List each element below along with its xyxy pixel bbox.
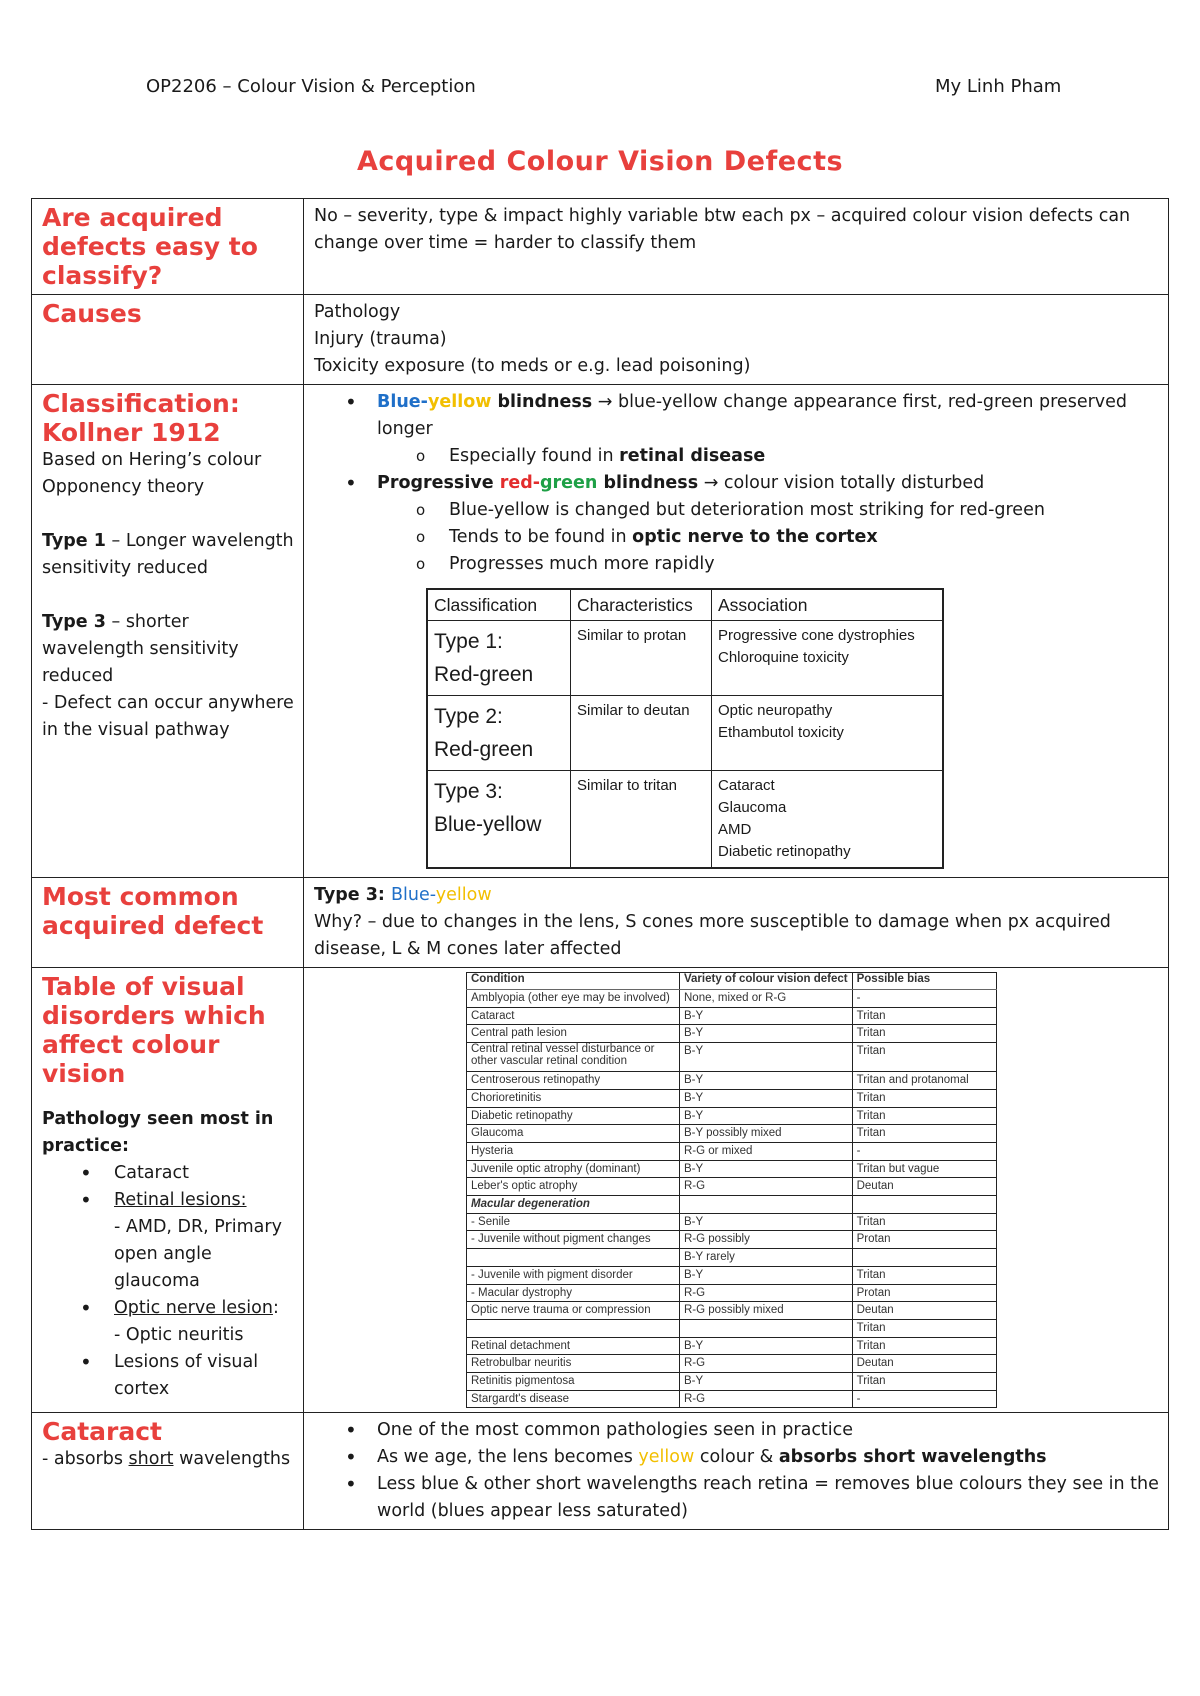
disorder-row: [467, 1302, 997, 1320]
pathology-item: • Optic nerve lesion: - Optic neuritis: [114, 1295, 295, 1349]
row-heading: Table of visual disorders which affect colour vision: [42, 972, 266, 1088]
disorder-cell: Centroserous retinopathy: [467, 1072, 680, 1090]
disorder-cell: B-Y: [680, 1213, 853, 1231]
disorder-row: [467, 1231, 997, 1249]
disorder-cell: Tritan: [852, 1373, 996, 1391]
row-classification: [32, 385, 1169, 878]
disorder-cell: Tritan: [852, 1043, 996, 1072]
disorder-cell: [852, 1196, 996, 1214]
row-causes: [32, 295, 1169, 385]
disorder-row: [467, 1107, 997, 1125]
row-heading: Causes: [42, 299, 142, 328]
disorder-cell: -: [852, 1142, 996, 1160]
disorder-cell: B-Y: [680, 1373, 853, 1391]
disorder-cell: Central retinal vessel disturbance or other vascular retinal condition: [467, 1043, 680, 1072]
disorder-row: [467, 1043, 997, 1072]
disorder-cell: Tritan: [852, 1089, 996, 1107]
cataract-note: - absorbs short wavelengths: [42, 1449, 291, 1470]
disorder-cell: None, mixed or R-G: [680, 990, 853, 1008]
disorder-cell: Tritan but vague: [852, 1160, 996, 1178]
disorder-cell: B-Y: [680, 1025, 853, 1043]
row-heading: Most common acquired defect: [42, 882, 264, 940]
disorder-cell: B-Y: [680, 1107, 853, 1125]
disorder-row: [467, 1178, 997, 1196]
disorder-row: [467, 1337, 997, 1355]
disorder-cell: R-G possibly mixed: [680, 1302, 853, 1320]
type3-note: Type 3 – shorter wavelength sensitivity reduced: [42, 612, 239, 686]
author-header: My Linh Pham: [935, 76, 1062, 97]
disorder-cell: [680, 1319, 853, 1337]
progressive-sub: o Tends to be found in optic nerve to the cortex: [449, 524, 1160, 551]
disorder-cell: Tritan and protanomal: [852, 1072, 996, 1090]
row-visual-disorders: [32, 968, 1169, 1413]
disorder-cell: [467, 1319, 680, 1337]
row-heading: Classification: Kollner 1912: [42, 389, 240, 447]
disorder-cell: Stargardt's disease: [467, 1390, 680, 1408]
cause-item: Toxicity exposure (to meds or e.g. lead poisoning): [314, 356, 751, 376]
kollner-header: Classification: [427, 589, 571, 621]
disorder-cell: - Senile: [467, 1213, 680, 1231]
disorder-cell: [467, 1249, 680, 1267]
kollner-row: Type 2: Red-green Similar to deutan Optic neuropathy Ethambutol toxicity: [427, 696, 943, 771]
disorder-row: [467, 1249, 997, 1267]
hering-note: Based on Hering’s colour Opponency theory: [42, 450, 262, 497]
disorder-cell: B-Y: [680, 1160, 853, 1178]
progressive-sub: o Blue-yellow is changed but deterioration most striking for red-green: [449, 497, 1160, 524]
row-most-common: [32, 878, 1169, 968]
disorder-cell: R-G possibly: [680, 1231, 853, 1249]
disorder-cell: R-G or mixed: [680, 1142, 853, 1160]
kollner-table: [426, 588, 944, 869]
disorders-header: Possible bias: [852, 973, 996, 990]
disorder-cell: Hysteria: [467, 1142, 680, 1160]
type1-note: Type 1 – Longer wavelength sensitivity reduced: [42, 531, 294, 578]
pathology-title: Pathology seen most in practice:: [42, 1109, 274, 1156]
disorder-row: [467, 1025, 997, 1043]
kollner-header: Characteristics: [571, 589, 712, 621]
disorder-row: [467, 1196, 997, 1214]
row-heading: Cataract: [42, 1417, 163, 1447]
disorder-cell: Protan: [852, 1284, 996, 1302]
disorder-cell: Diabetic retinopathy: [467, 1107, 680, 1125]
disorder-cell: - Macular dystrophy: [467, 1284, 680, 1302]
row-text: No – severity, type & impact highly variable btw each px – acquired colour vision defects can change over time = harder to classify them: [314, 206, 1131, 253]
disorder-cell: Tritan: [852, 1337, 996, 1355]
disorder-row: [467, 1160, 997, 1178]
disorder-cell: Optic nerve trauma or compression: [467, 1302, 680, 1320]
disorder-cell: Amblyopia (other eye may be involved): [467, 990, 680, 1008]
pathology-item: • Retinal lesions: - AMD, DR, Primary open angle glaucoma: [114, 1187, 295, 1295]
disorder-row: [467, 1284, 997, 1302]
disorder-cell: Tritan: [852, 1319, 996, 1337]
disorder-cell: Chorioretinitis: [467, 1089, 680, 1107]
disorder-cell: B-Y possibly mixed: [680, 1125, 853, 1143]
disorder-row: [467, 1089, 997, 1107]
disorder-cell: Tritan: [852, 1213, 996, 1231]
disorder-cell: - Juvenile with pigment disorder: [467, 1266, 680, 1284]
defect-note: - Defect can occur anywhere in the visual pathway: [42, 693, 294, 740]
cause-item: Injury (trauma): [314, 329, 447, 349]
disorder-cell: Retrobulbar neuritis: [467, 1355, 680, 1373]
disorder-cell: B-Y: [680, 1266, 853, 1284]
disorder-row: [467, 1142, 997, 1160]
row-cataract: [32, 1413, 1169, 1530]
most-common-why: Why? – due to changes in the lens, S cones more susceptible to damage when px acquired disease, L & M cones later affected: [314, 912, 1111, 959]
disorder-cell: Tritan: [852, 1125, 996, 1143]
disorder-cell: Tritan: [852, 1007, 996, 1025]
disorder-row: [467, 990, 997, 1008]
disorders-header: Condition: [467, 973, 680, 990]
disorder-cell: R-G: [680, 1390, 853, 1408]
disorder-cell: Deutan: [852, 1302, 996, 1320]
blue-yellow-sub: o Especially found in retinal disease: [449, 443, 1160, 470]
progressive-bullet: • Progressive red-green blindness → colour vision totally disturbed o Blue-yellow is changed but deterioration most striking for red-green o Tends to be found in optic nerve to the cortex o Progresses much more rapidly: [377, 470, 1160, 578]
kollner-header: Association: [712, 589, 944, 621]
cataract-bullet: • One of the most common pathologies seen in practice: [377, 1417, 1160, 1444]
disorder-cell: Tritan: [852, 1107, 996, 1125]
disorder-cell: R-G: [680, 1178, 853, 1196]
row-heading: Are acquired defects easy to classify?: [42, 203, 258, 290]
row-easy: [32, 199, 1169, 295]
disorder-row: [467, 1373, 997, 1391]
disorder-cell: B-Y: [680, 1337, 853, 1355]
notes-table: [31, 198, 1169, 1530]
kollner-row: Type 3: Blue-yellow Similar to tritan Cataract Glaucoma AMD Diabetic retinopathy: [427, 771, 943, 869]
disorder-row: [467, 1390, 997, 1408]
disorder-cell: Protan: [852, 1231, 996, 1249]
disorder-cell: [852, 1249, 996, 1267]
disorder-cell: Central path lesion: [467, 1025, 680, 1043]
cataract-bullet: • Less blue & other short wavelengths reach retina = removes blue colours they see in the world (blues appear less saturated): [377, 1471, 1160, 1525]
course-header: OP2206 – Colour Vision & Perception: [146, 76, 476, 97]
disorder-cell: B-Y: [680, 1007, 853, 1025]
disorder-cell: R-G: [680, 1355, 853, 1373]
blue-yellow-bullet: • Blue-yellow blindness → blue-yellow change appearance first, red-green preserved longer o Especially found in retinal disease: [377, 389, 1160, 470]
disorder-cell: B-Y: [680, 1043, 853, 1072]
disorder-cell: Juvenile optic atrophy (dominant): [467, 1160, 680, 1178]
disorder-row: [467, 1072, 997, 1090]
disorder-cell: Tritan: [852, 1025, 996, 1043]
cataract-bullet: • As we age, the lens becomes yellow colour & absorbs short wavelengths: [377, 1444, 1160, 1471]
disorder-cell: - Juvenile without pigment changes: [467, 1231, 680, 1249]
disorder-cell: B-Y rarely: [680, 1249, 853, 1267]
disorder-row: [467, 1319, 997, 1337]
disorder-cell: Retinal detachment: [467, 1337, 680, 1355]
disorder-cell: Macular degeneration: [467, 1196, 680, 1214]
disorder-row: [467, 1125, 997, 1143]
disorder-row: [467, 1355, 997, 1373]
disorder-cell: B-Y: [680, 1072, 853, 1090]
disorder-cell: Cataract: [467, 1007, 680, 1025]
disorders-table: [466, 972, 997, 1408]
disorder-cell: -: [852, 1390, 996, 1408]
kollner-row: Type 1: Red-green Similar to protan Progressive cone dystrophies Chloroquine toxicity: [427, 621, 943, 696]
disorder-row: [467, 1007, 997, 1025]
pathology-item: • Lesions of visual cortex: [114, 1349, 295, 1403]
most-common-type: Type 3: Blue-yellow: [314, 885, 492, 905]
progressive-sub: o Progresses much more rapidly: [449, 551, 1160, 578]
disorder-cell: Deutan: [852, 1355, 996, 1373]
disorder-cell: Glaucoma: [467, 1125, 680, 1143]
disorder-cell: Retinitis pigmentosa: [467, 1373, 680, 1391]
disorder-cell: Leber's optic atrophy: [467, 1178, 680, 1196]
cause-item: Pathology: [314, 302, 401, 322]
disorder-cell: [680, 1196, 853, 1214]
disorders-header: Variety of colour vision defect: [680, 973, 853, 990]
page-title: Acquired Colour Vision Defects: [356, 146, 844, 177]
disorder-row: [467, 1266, 997, 1284]
pathology-item: • Cataract: [114, 1160, 295, 1187]
disorder-cell: R-G: [680, 1284, 853, 1302]
disorder-row: [467, 1213, 997, 1231]
disorder-cell: -: [852, 990, 996, 1008]
disorder-cell: Tritan: [852, 1266, 996, 1284]
disorder-cell: B-Y: [680, 1089, 853, 1107]
disorder-cell: Deutan: [852, 1178, 996, 1196]
